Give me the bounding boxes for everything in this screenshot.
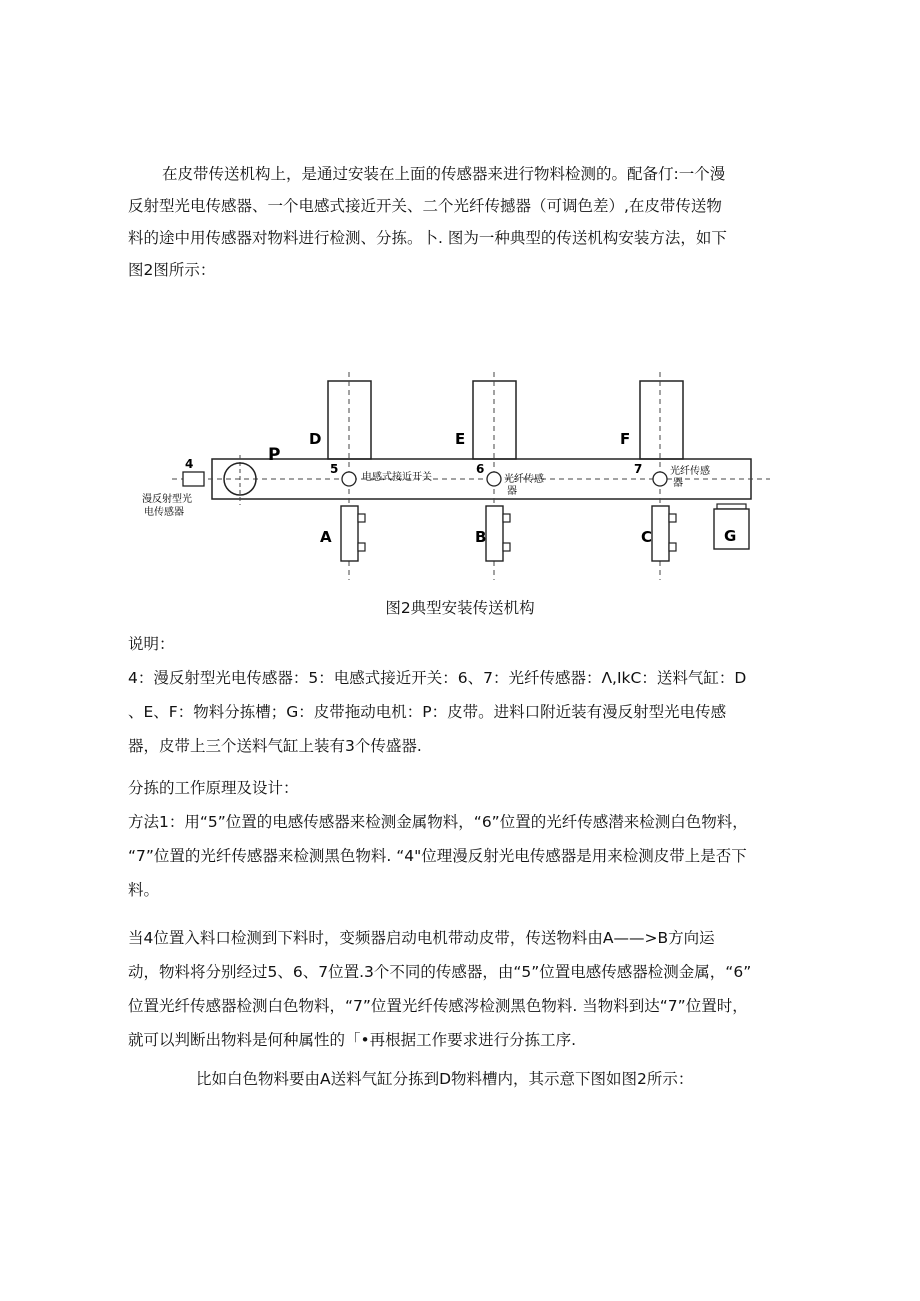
label-c: C	[641, 528, 653, 546]
label-a: A	[320, 528, 332, 546]
label-b: B	[475, 528, 487, 546]
sensor-4-caption-2: 电传感器	[144, 507, 184, 518]
method-line: 料。	[128, 881, 160, 899]
process-line: 当4位置入料口检测到下料时，变频器启动电机带动皮带，传送物料由A——>B方向运	[128, 929, 715, 947]
explain-heading: 说明：	[128, 635, 175, 653]
cylinder-a	[341, 506, 365, 561]
intro-line: 图2图所示：	[128, 261, 216, 279]
sensor-7-caption-2: 器	[673, 478, 683, 489]
sensor-5	[342, 472, 356, 486]
cylinder-b	[486, 506, 510, 561]
explain-line: 、E、F：物料分拣槽；G：皮带拖动电机：P：皮带。进料口附近装有漫反射型光电传感	[128, 703, 727, 721]
label-f: F	[620, 430, 631, 448]
intro-line: 在皮带传送机构上，是通过安装在上面的传感器来进行物料检测的。配备仃:一个漫	[162, 165, 726, 183]
method-line: 方法1：用“5”位置的电感传感器来检测金属物料，“6”位置的光纤传感潜来检测白色物料，	[128, 813, 748, 831]
label-g: G	[724, 527, 737, 545]
process-line: 动，物料将分别经过5、6、7位置.3个不同的传感器，由“5”位置电感传感器检测金属，“6”	[128, 963, 752, 981]
sensor-5-caption: 电感式接近开关	[362, 472, 432, 483]
sensor-7	[653, 472, 667, 486]
cylinder-c	[652, 506, 676, 561]
principle-section	[128, 771, 798, 907]
figure-caption: 图2典型安装传送机构	[385, 599, 535, 617]
explain-section	[128, 627, 798, 763]
label-7: 7	[634, 462, 643, 476]
sensor-4-caption: 漫反射型光	[142, 494, 192, 505]
label-e: E	[455, 430, 466, 448]
label-5: 5	[330, 462, 339, 476]
label-p: P	[268, 445, 281, 465]
intro-line: 料的途中用传感器对物料进行检测、分拣。卜. 图为一种典型的传送机构安装方法，如下	[128, 229, 727, 247]
label-d: D	[309, 430, 322, 448]
example-line: 比如白色物料要由A送料气缸分拣到D物料槽内，其示意下图如图2所示：	[196, 1070, 694, 1088]
process-line: 位置光纤传感器检测白色物料，“7”位置光纤传感涔检测黑色物料. 当物料到达“7”位置时，	[128, 997, 748, 1015]
sensor-4	[183, 472, 204, 486]
label-6: 6	[476, 462, 485, 476]
explain-line: 4：漫反射型光电传感器：5：电感式接近开关：6、7：光纤传感器：Λ,IkC：送料气缸：D	[128, 669, 747, 687]
process-section	[128, 921, 798, 1057]
intro-line: 反射型光电传感器、一个电感式接近开关、二个光纤传撼器（可调色差）,在皮带传送物	[128, 197, 722, 215]
conveyor-diagram	[0, 0, 920, 600]
process-line: 就可以判断出物料是何种属性的「•再根据工作要求进行分拣工序.	[128, 1031, 577, 1049]
sensor-6-caption-2: 器	[507, 486, 517, 497]
sensor-6	[487, 472, 501, 486]
principle-heading: 分拣的工作原理及设计：	[128, 779, 299, 797]
slot-f	[640, 381, 683, 459]
sensor-6-caption: 光纤传感	[504, 474, 544, 485]
sensor-7-caption: 光纤传感	[670, 466, 710, 477]
label-4: 4	[185, 457, 194, 471]
method-line: “7”位置的光纤传感器来检测黑色物料. “4"位理漫反射光电传感器是用来检测皮带上是否下	[128, 847, 747, 865]
explain-line: 器，皮带上三个送料气缸上装有3个传盛器.	[128, 737, 422, 755]
